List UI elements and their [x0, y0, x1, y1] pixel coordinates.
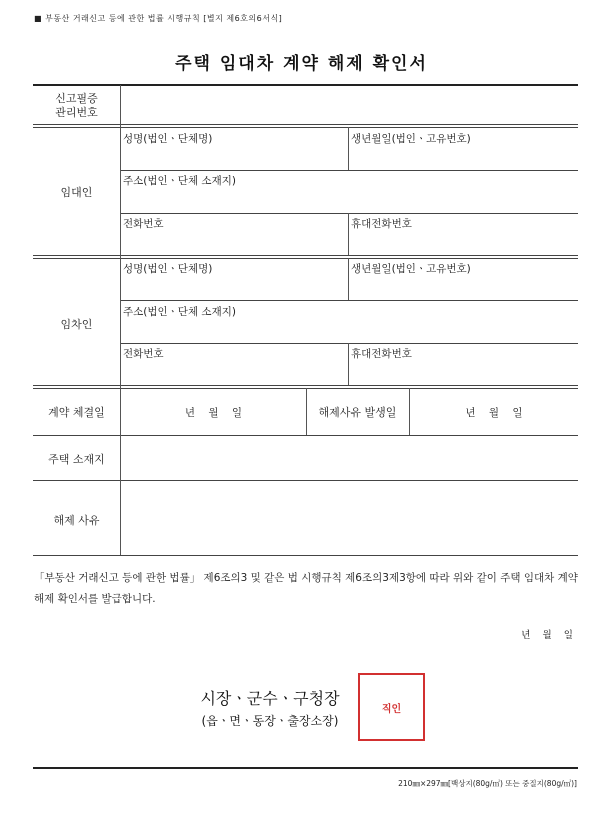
- issuance-statement: 「부동산 거래신고 등에 관한 법률」 제6조의3 및 같은 법 시행규칙 제6조의3제3항에 따라 위와 같이 주택 임대차 계약 해제 확인서를 발급합니다.: [34, 572, 578, 605]
- cancel-date-field[interactable]: 년 월 일: [465, 407, 523, 419]
- lessee-phone-field[interactable]: 전화번호: [123, 348, 164, 360]
- official-seal-box: 직인: [358, 673, 425, 741]
- form-reference-note: ■ 부동산 거래신고 등에 관한 법률 시행규칙 [별지 제6호의6서식]: [34, 14, 283, 23]
- lessee-mobile-field[interactable]: 휴대전화번호: [351, 348, 412, 360]
- lessor-label: 임대인: [60, 186, 93, 199]
- issue-date: 년 월 일: [521, 630, 573, 641]
- authority-subtitle: (읍ㆍ면ㆍ동장ㆍ출장소장): [201, 714, 339, 728]
- lessee-address-field[interactable]: 주소(법인ㆍ단체 소재지): [123, 306, 236, 318]
- lessor-mobile-field[interactable]: 휴대전화번호: [351, 218, 412, 230]
- cancel-date-label: 해제사유 발생일: [318, 406, 397, 419]
- lessor-address-field[interactable]: 주소(법인ㆍ단체 소재지): [123, 175, 236, 187]
- cancel-reason-label: 해제 사유: [53, 514, 100, 527]
- contract-date-label: 계약 체결일: [48, 406, 105, 419]
- lessor-birth-field[interactable]: 생년월일(법인ㆍ고유번호): [351, 133, 471, 145]
- report-number-field[interactable]: [121, 85, 578, 124]
- paper-spec: 210㎜×297㎜[백상지(80g/㎡) 또는 중질지(80g/㎡)]: [398, 779, 577, 788]
- house-address-field[interactable]: [121, 436, 578, 480]
- lessee-label: 임차인: [60, 318, 93, 331]
- lessee-name-field[interactable]: 성명(법인ㆍ단체명): [123, 263, 213, 275]
- footer-rule: [33, 767, 578, 769]
- page-title: 주택 임대차 계약 해제 확인서: [175, 54, 428, 74]
- house-address-label: 주택 소재지: [48, 453, 105, 466]
- authority-title: 시장ㆍ군수ㆍ구청장: [200, 689, 340, 708]
- report-number-label: 신고필증 관리번호: [55, 92, 98, 119]
- lessor-phone-field[interactable]: 전화번호: [123, 218, 164, 230]
- contract-date-field[interactable]: 년 월 일: [184, 407, 243, 419]
- cancel-reason-field[interactable]: [121, 481, 578, 555]
- lessee-birth-field[interactable]: 생년월일(법인ㆍ고유번호): [351, 263, 471, 275]
- lessor-name-field[interactable]: 성명(법인ㆍ단체명): [123, 133, 213, 145]
